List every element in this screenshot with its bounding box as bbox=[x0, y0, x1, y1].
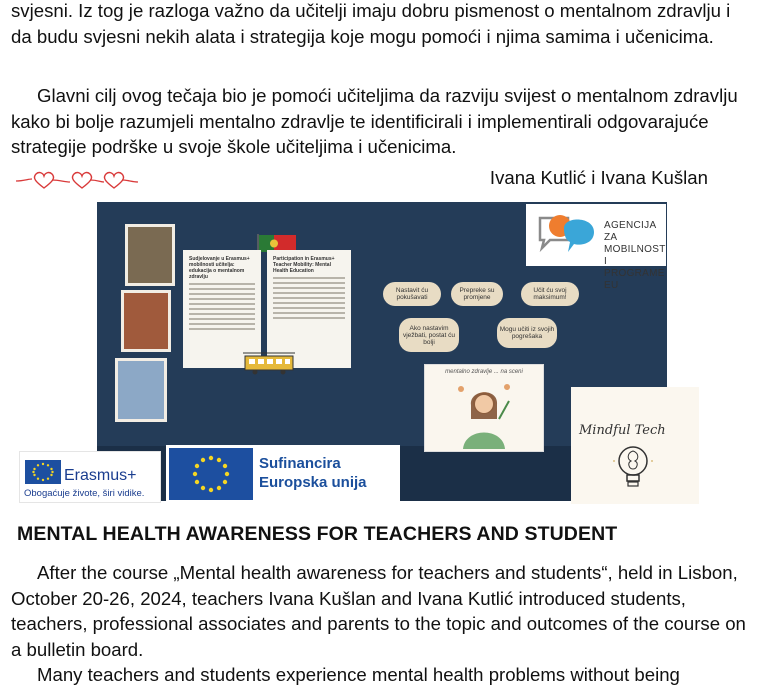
note-3: Učit ću svoj maksimum! bbox=[521, 282, 579, 306]
paragraph-english-2-text: Many teachers and students experience mental health problems without being bbox=[37, 664, 680, 685]
eu-cofunded-text: Sufinancira Europska unija bbox=[259, 455, 367, 491]
tram-icon bbox=[239, 350, 299, 376]
note-1: Nastavit ću pokušavati bbox=[383, 282, 441, 306]
section-heading: MENTAL HEALTH AWARENESS FOR TEACHERS AND STUDENT bbox=[17, 523, 618, 545]
note-5: Mogu učiti iz svojih pogrešaka bbox=[497, 318, 557, 348]
paragraph-english-1-text: After the course „Mental health awareness for teachers and students“, held in Lisbon, October 20-26, 2024, teachers Ivana Kušlan and Ivana Kutlić introduced students, teachers, professional associates and parents to the topic and outcomes of the course on a bulletin board. bbox=[11, 562, 746, 660]
paragraph-english-1 bbox=[11, 560, 756, 662]
signature-authors: Ivana Kutlić i Ivana Kušlan bbox=[489, 167, 708, 188]
eu-cofunded-logo bbox=[166, 445, 400, 503]
note-2: Prepreke su promjene bbox=[451, 282, 503, 306]
poster-caption: mentalno zdravlje ... na sceni bbox=[445, 369, 523, 375]
paragraph-croatian-2-text: Glavni cilj ovog tečaja bio je pomoći učiteljima da razviju svijest o mentalnom zdravlju kako bi bolje razumjeli mentalno zdravlje te identificirali i implementirali odgovarajuće strategije podrške u svoje škole učiteljima i učenicima. bbox=[11, 85, 738, 157]
agency-name: AGENCIJA ZA MOBILNOST I PROGRAME EU bbox=[604, 220, 666, 291]
photo-3 bbox=[115, 358, 167, 422]
eu-flag-small-icon bbox=[25, 460, 61, 484]
document-croatian-title: Sudjelovanje u Erasmus+ mobilnosti učitelja: edukacija o mentalnom zdravlju bbox=[189, 256, 250, 280]
erasmus-name: Erasmus+ bbox=[64, 467, 137, 484]
hearts-decoration-icon bbox=[14, 170, 140, 190]
document-english-title: Participation in Erasmus+ Teacher Mobility: Mental Health Education bbox=[273, 256, 335, 274]
erasmus-tagline: Obogaćuje živote, širi vidike. bbox=[24, 488, 145, 499]
eu-flag-icon bbox=[169, 448, 253, 500]
agency-logo bbox=[526, 204, 666, 291]
lightbulb-icon bbox=[613, 443, 653, 491]
mindful-tech-text: Mindful Tech bbox=[579, 423, 666, 438]
paragraph-croatian-1: svjesni. Iz tog je razloga važno da učitelji imaju dobru pismenost o mentalnom zdravlju i da budu svjesni nekih alata i strategija koje mogu pomoći i njima samima i učenicima. bbox=[11, 0, 731, 47]
erasmus-logo bbox=[19, 451, 161, 503]
photo-1 bbox=[125, 224, 175, 286]
poster-mental-health bbox=[424, 364, 544, 452]
girl-illustration-icon bbox=[449, 379, 519, 449]
photo-2 bbox=[121, 290, 171, 352]
note-4: Ako nastavim vježbati, postat ću bolji bbox=[399, 318, 459, 352]
mindful-tech-logo bbox=[571, 387, 699, 504]
speech-bubbles-icon bbox=[534, 210, 600, 262]
paragraph-croatian-2 bbox=[11, 83, 756, 160]
